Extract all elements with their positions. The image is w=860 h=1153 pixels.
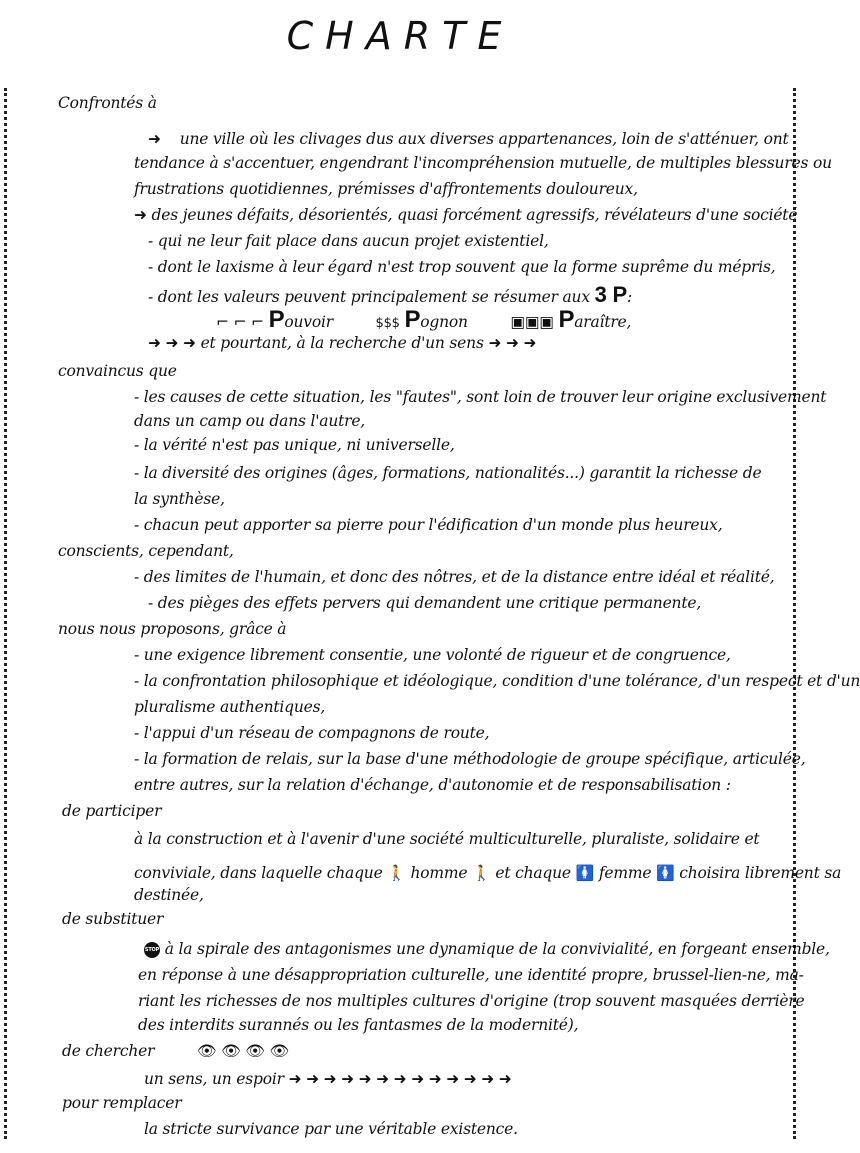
convaincus-line5: la synthèse, xyxy=(134,490,225,508)
substituer-line3: riant les richesses de nos multiples cultures d'origine (trop souvent masquées derrière xyxy=(138,992,805,1010)
heading-substituer: de substituer xyxy=(62,910,164,928)
convaincus-line6: - chacun peut apporter sa pierre pour l'édification d'un monde plus heureux, xyxy=(134,516,723,534)
conscients-line2: - des pièges des effets pervers qui demandent une critique permanente, xyxy=(148,594,702,612)
heading-participer: de participer xyxy=(62,802,162,820)
bullet-projet: - qui ne leur fait place dans aucun projet existentiel, xyxy=(148,232,549,250)
left-dotted-border xyxy=(4,88,7,1139)
gun-icons: ⌐ ⌐ ⌐ xyxy=(216,313,264,331)
substituer-line2: en réponse à une désappropriation culturelle, une identité propre, brussel-lien-ne, ma- xyxy=(138,966,804,984)
heading-conscients: conscients, cependant, xyxy=(58,542,234,560)
convaincus-line2: dans un camp ou dans l'autre, xyxy=(134,412,366,430)
text: conviviale, dans laquelle chaque xyxy=(134,864,383,882)
paragraph-jeunes-line1 xyxy=(134,206,797,224)
arrows-icon: ➜ ➜ ➜ ➜ ➜ ➜ ➜ ➜ ➜ ➜ ➜ ➜ ➜ xyxy=(288,1070,512,1088)
man-icon: 🚶 xyxy=(472,864,491,882)
text: homme xyxy=(410,864,468,882)
text: une ville où les clivages dus aux diverses appartenances, loin de s'atténuer, ont xyxy=(179,130,789,148)
page-title: CHARTE xyxy=(286,14,514,58)
text: de chercher xyxy=(62,1042,155,1060)
woman-icon: 🚺 xyxy=(575,864,595,882)
recherche-sens-line xyxy=(148,334,536,352)
three-p-label: 3 P xyxy=(594,282,628,307)
eyes-icon: 👁 👁 👁 👁 xyxy=(196,1042,289,1060)
text: choisira librement sa xyxy=(679,864,842,882)
proposons-line2: - la confrontation philosophique et idéologique, condition d'une tolérance, d'un respect et d'un xyxy=(134,672,860,690)
tv-icons: ▣▣▣ xyxy=(510,313,554,331)
proposons-line1: - une exigence librement consentie, une volonté de rigueur et de congruence, xyxy=(134,646,731,664)
stop-sign-icon: STOP xyxy=(144,942,160,958)
text: femme xyxy=(598,864,652,882)
paragraph-ville-line2: tendance à s'accentuer, engendrant l'incompréhension mutuelle, de multiples blessures ou xyxy=(134,154,832,172)
paragraph-ville-line1 xyxy=(148,130,789,148)
proposons-line5: - la formation de relais, sur la base d'une méthodologie de groupe spécifique, articulée, xyxy=(134,750,806,768)
remplacer-line1: la stricte survivance par une véritable existence. xyxy=(144,1120,518,1138)
bullet-valeurs xyxy=(148,282,632,308)
arrows-icon: ➜ ➜ ➜ xyxy=(488,334,537,352)
p-pognon-cap: P xyxy=(404,306,421,333)
three-p-list xyxy=(216,306,631,334)
heading-chercher xyxy=(62,1042,289,1060)
dollar-icons: $$$ xyxy=(375,316,400,331)
p-pouvoir-rest: ouvoir xyxy=(284,313,333,331)
arrow-icon: ➜ xyxy=(134,206,147,224)
text: et pourtant, à la recherche d'un sens xyxy=(200,334,484,352)
proposons-line4: - l'appui d'un réseau de compagnons de route, xyxy=(134,724,490,742)
convaincus-line3: - la vérité n'est pas unique, ni universelle, xyxy=(134,436,455,454)
heading-proposons: nous nous proposons, grâce à xyxy=(58,620,287,638)
colon: : xyxy=(627,288,633,306)
convaincus-line4: - la diversité des origines (âges, formations, nationalités...) garantit la richesse de xyxy=(134,464,762,482)
substituer-line4: des interdits surannés ou les fantasmes de la modernité), xyxy=(138,1016,579,1034)
text: à la spirale des antagonismes une dynamique de la convivialité, en forgeant ensemble, xyxy=(164,940,830,958)
convaincus-line1: - les causes de cette situation, les "fautes", sont loin de trouver leur origine exclusivement xyxy=(134,388,827,406)
heading-confrontes: Confrontés à xyxy=(58,94,157,112)
p-paraitre-rest: araître, xyxy=(574,313,632,331)
participer-line1: à la construction et à l'avenir d'une société multiculturelle, pluraliste, solidaire et xyxy=(134,830,760,848)
woman-icon: 🚺 xyxy=(656,864,675,882)
participer-line3: destinée, xyxy=(134,886,204,904)
participer-line2 xyxy=(134,864,841,882)
text: un sens, un espoir xyxy=(144,1070,284,1088)
man-icon: 🚶 xyxy=(387,864,406,882)
arrow-icon: ➜ xyxy=(148,130,161,148)
p-pognon-rest: ognon xyxy=(420,313,468,331)
substituer-line1 xyxy=(144,940,830,958)
proposons-line3: pluralisme authentiques, xyxy=(134,698,326,716)
text: et chaque xyxy=(495,864,571,882)
text: - dont les valeurs peuvent principalement se résumer aux xyxy=(148,288,590,306)
p-pouvoir-cap: P xyxy=(268,306,285,333)
chercher-line1 xyxy=(144,1070,512,1088)
text: des jeunes défaits, désorientés, quasi forcément agressifs, révélateurs d'une société xyxy=(151,206,798,224)
proposons-line6: entre autres, sur la relation d'échange, d'autonomie et de responsabilisation : xyxy=(134,776,731,794)
heading-remplacer: pour remplacer xyxy=(62,1094,182,1112)
p-paraitre-cap: P xyxy=(558,306,575,333)
heading-convaincus: convaincus que xyxy=(58,362,177,380)
arrows-icon: ➜ ➜ ➜ xyxy=(148,334,196,352)
bullet-laxisme: - dont le laxisme à leur égard n'est trop souvent que la forme suprême du mépris, xyxy=(148,258,776,276)
paragraph-ville-line3: frustrations quotidiennes, prémisses d'affrontements douloureux, xyxy=(134,180,638,198)
conscients-line1: - des limites de l'humain, et donc des nôtres, et de la distance entre idéal et réalité, xyxy=(134,568,775,586)
